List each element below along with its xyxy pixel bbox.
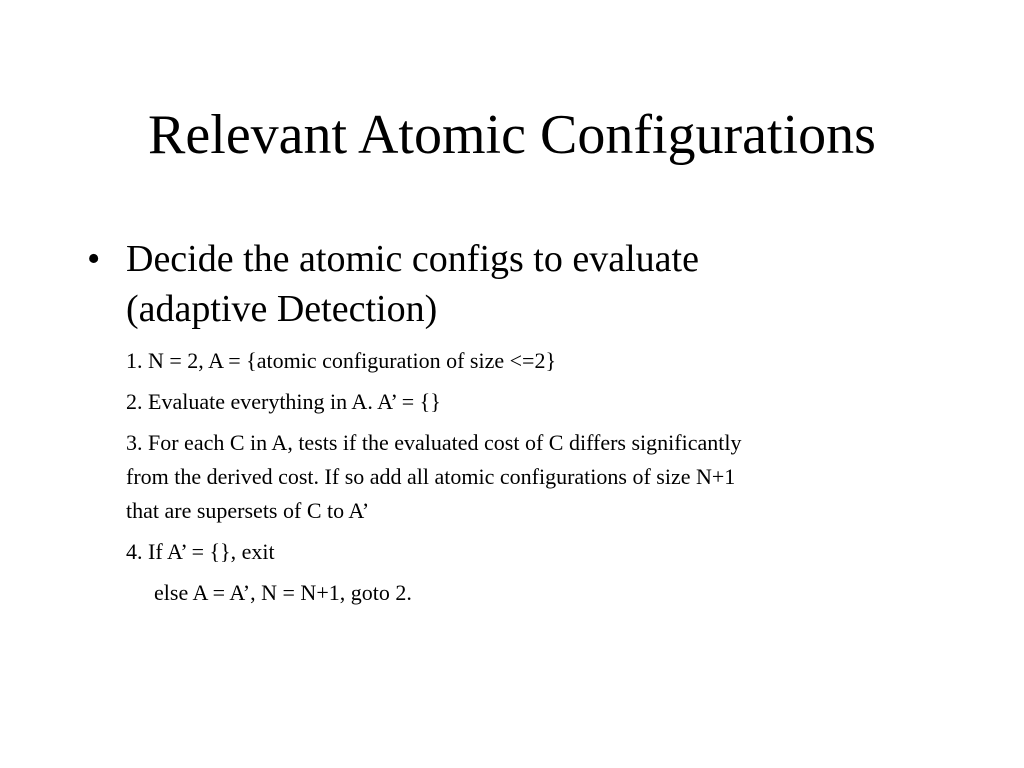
bullet-marker: • — [87, 238, 101, 280]
bullet-text-line-1: Decide the atomic configs to evaluate — [126, 238, 699, 280]
step-2: 2. Evaluate everything in A. A’ = {} — [126, 389, 441, 414]
step-4-else: else A = A’, N = N+1, goto 2. — [154, 580, 412, 605]
bullet-item — [87, 234, 947, 334]
step-1: 1. N = 2, A = {atomic configuration of size <=2} — [126, 348, 557, 373]
step-3-line-2: from the derived cost. If so add all atomic configurations of size N+1 — [126, 464, 736, 489]
step-3-line-3: that are supersets of C to A’ — [126, 498, 370, 523]
step-4: 4. If A’ = {}, exit — [126, 539, 275, 564]
slide-title: Relevant Atomic Configurations — [148, 104, 876, 166]
step-3 — [126, 426, 946, 528]
bullet-text-line-2: (adaptive Detection) — [126, 288, 438, 330]
step-3-line-1: 3. For each C in A, tests if the evaluated cost of C differs significantly — [126, 430, 742, 455]
algorithm-steps — [126, 344, 946, 617]
